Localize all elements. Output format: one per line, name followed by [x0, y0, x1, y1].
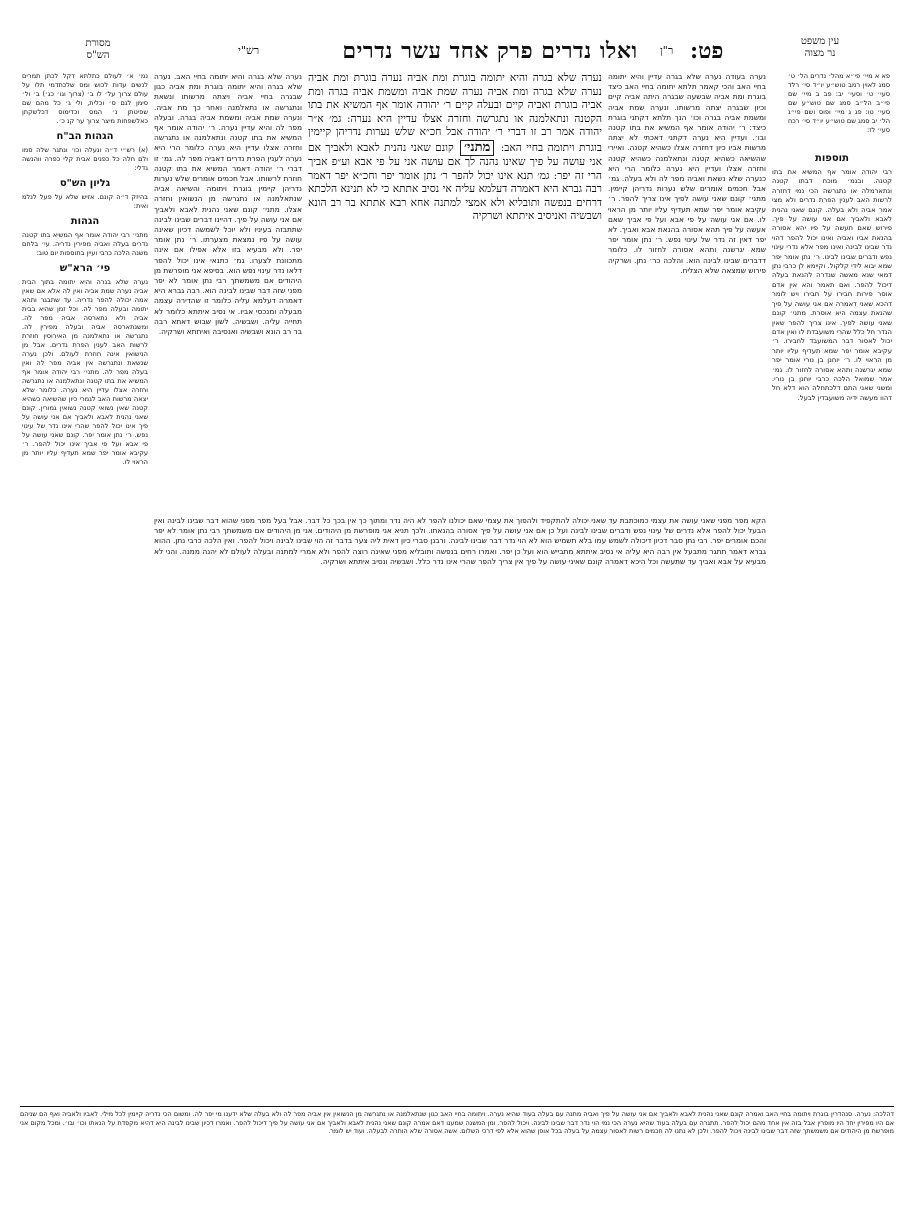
page-title: ואלו נדרים פרק אחד עשר נדרים [342, 38, 638, 64]
hagahot-title: הגהות [70, 216, 100, 227]
page-header [0, 38, 914, 64]
footer-divider [20, 1106, 894, 1107]
mishnah-marker: מתני׳ [460, 140, 494, 156]
bach-title: הגהות הב"ח [56, 131, 114, 142]
footer-notes [20, 1110, 894, 1136]
daf-number: פט: [690, 38, 724, 64]
mesoret-column [22, 72, 148, 1097]
tosafot-text: רבי יהודה אומר אף המשיא את בתו קטנה. ובגמ׳ מוכח דבתו קטנה ונתארמלה או נתגרשה הכי נמי דחזרה לרשות האב לענין הפרת נדרים ולא מצי אמר אביה ולא בעלה. קונם שאני נהנית לאבא ולאביך אם אני עושה על פיך. פירוש שאם תעשה על פיו יהא אסורה בהנאת אביו ואביה ואינו יכול להפר דהוי נדר שבינו לבינה ואינו מפר אלא נדרי עינוי נפש ודברים שבינו לבינו. ר׳ נתן אומר יפר שמא יבוא לידי קלקול. וקיימא לן כרבי נתן דמאי שנא מאשה שנדרה להנאת בעלה דיכול להפר. ואם תאמר והא אין אדם אוסר פירות חבירו על חבירו ויש לומר דהכא שאני דאמרה אם אני עושה על פיך שהנאת עצמה היא אוסרת. מתני׳ קונם שאני עושה לפיך. אינו צריך להפר שאין הנדר חל כלל שהרי משועבדת לו ואין אדם יכול לאסור דבר המשועבד לחבירו. ר׳ עקיבא אומר יפר שמא תעדיף עליו יותר מן הראוי לו. ר׳ יוחנן בן נורי אומר יפר שמא יגרשנה ותהא אסורה לחזור לו. גמ׳ אמר שמואל הלכה כרבי יוחנן בן נורי. ומשני שאני התם דלכתחלה הוא דלא חל דהוו מעשה ידיה משועבדין לבעל. [772, 168, 892, 402]
ein-mishpat-text: פא א מיי׳ פי״א מהל׳ נדרים הל׳ ט׳ סמג לאוין רמב טוש״ע יו״ד סי׳ רלד סעי׳ ט׳ וסעי׳ יב: פב ב מיי׳ שם פי״ב הל״ב סמג שם טוש״ע שם סעי׳ טו: פג ג מיי׳ ופוס ושם פי״ג הל׳ יב סמג שם טוש״ע יו״ד סי׳ רכח סעי׳ לז: [788, 72, 890, 134]
gilyon-title: גליון הש"ס [59, 178, 111, 189]
gemara-block [308, 72, 602, 512]
rashi-heading: רש"י [238, 44, 260, 57]
commentary-block [154, 516, 766, 1102]
ran-heading: ר"ן [660, 44, 674, 57]
mesoret-heading: מסורת הש"ס [85, 38, 111, 61]
tosafot-column [772, 148, 892, 1098]
hagahot-text: מתני׳ רבי יהודה אומר אף המשיא בתו קטנה נדרים בעלה ואביה מפירין נדריה. עי׳ בלחם משנה הלכה כרבי ועיין בתוספות יום טוב: [22, 231, 148, 257]
mesoret-text: נמ׳ א׳ לעולם כתלתא דקל לכתן תמרים לנשים עדות לכוש ומס שלכתדמי תלו על עולם צרוך על׳ לו ב׳ (צרוך וגו׳ כג׳) ב׳ ול׳ סימן לגם ס׳ וכלית, ולי ג׳ כל מהם שם שפיטתן נ׳ המס וכדימוס דכלשקתן כאלשפחות מיצר צרוך ער קנ כ׳. [22, 72, 148, 125]
rashi-column [154, 72, 302, 492]
gemara-text-1: נערה שלא בגרה והיא יתומה בוגרת ומת אביה נערה בוגרת ומת אביה נערה שלא בגרה ומת אביה נערה שמת אביה ומשמת אביה בגרה ומת אביה בוגרת ואביה קיים ובעלה קיים ר׳ יהודה אומר אף המשיא את בתו הקטנה ונתאלמנה או נתגרשה וחזרה אצלו עדיין היא נערה: גמ׳ א״ר יהודה אמר רב זו דברי ר׳ יהודה אבל חכ״א שלש נערות נדריהן קיימין בוגרת ויתומה בחיי האב: [308, 72, 602, 154]
footer-text: דהלכה: נערה. סנהדרין בוגרת ויתומה בחיי האב ואמרה קונם שאני נהנית לאבא ולאביך אם אני עושה על פיך ואביה מתנה עם בעלה בעוד שהיא נערה. ויתומה בחיי האב כגון שנתאלמנה או נתגרשה מן הנשואין אין אביה מפר לה ולא בעלה שלא ידענו מי יפר לה. ומשום הכי נדריה קיימין לכל מילי. לאביו ולאביה ואף הם שניהם אם היו מפירין יחד היו מופרין אבל בזה אין אחד מהם יכול להפר. תתגרה עם בעלה בעוד שהיא נערה הכי נמי הוי נדר דבר שבינו לבינה. ויכול להפר. ומן המשנה שמענו דאם אמרה קונם שאני נהנית לאבא ולאביך אם אני עושה על פיך דיכול להפר. ואמרו דכיון שבינו לבינה היא דהיא מקפדת על הנאתו וכו׳ ובו׳. ומכל מקום אני מופרשת מן היהודים אם משמשתך שזה דבר שבינו לבינה ויכול להפר. ולכן לא נתנו לה חכמים רשות לאסור עצמה על בעלה בכל אופן שהוא אלא לפי דרכי השלום. אשה אסורה שלא הותרה לבעלה. ועוד יש לומר. [20, 1110, 894, 1136]
rashi-text: נערה שלא בגרה והיא יתומה בחיי האב. נערה שלא בגרה והיא יתומה בוגרת ומת אביה כגון שבגרה בחיי אביה ויצתה מרשותו ונשאת ונתגרשה או נתאלמנה ואחר כך מת אביה. ונערה שמת אביה ומשמת אביה בגרה. ובעלה מפר לה והיא עדיין נערה. ר׳ יהודה אומר אף המשיא את בתו קטנה ונתאלמנה או נתגרשה וחזרה אצלו עדיין היא נערה כלומר הרי היא נערה לענין הפרת נדרים דאביה מפר לה. גמ׳ זו דברי ר׳ יהודה דאמר המשיא את בתו קטנה חוזרת לרשותו. אבל חכמים אומרים שלש נערות נדריהן קיימין בוגרת ויתומה והשיאה אביה שנתאלמנה או נתגרשה מן הנשואין וחזרה אצלו. מתני׳ קונם שאני נהנית לאבא ולאביך אם אני עושה על פיך. דהיינו דברים שבינו לבינה שתתבזה בעיניו ולא יוכל לשמשה דכיון שאינה עושה על פיו נמצאת מצערתו. ר׳ נתן אומר יפר. ולא מבעיא בזו אלא אפילו אם אינה מתכוונת לצערו. גמ׳ כתנאי אינו יכול להפר דלאו נדר עינוי נפש הוא. בסיפא אני מופרשת מן היהודים אם משמשתך רבי נתן אומר לא יפר מפני שזה דבר שבינו לבינה הוא. רבה גברא היא דאמרה דעלמא עליה כלומר זו שהדירה עצמה מבעלה ומנכסי אביו. אי נסיב איתתא כלומר לא תחייה עליה. ושבשיה. לשון שבוש דאתא רבה בר רב הונא ושבשיה ואנסיבה ואיתתא ושרקיה. [154, 72, 302, 337]
gilyon-text: בהיזק ד״ה קונם. אזיש שלא על פעל לנלמ ואית: [22, 193, 148, 210]
ein-mishpat-column [788, 72, 890, 144]
ran-text: נערה בעודה נערה שלא בגרה עדיין והיא יתומה בחיי האב והכי קאמר תלתא יתומה בחיי האב כיצד בוגרת ומת אביה שבשעה שבגרה היתה אביה קיים וכיון שבגרה יצתה מרשותו. ונערה שמת אביה ומשמת אביה בגרה וכו׳ הנך תלתא דקתני בוגרת כיצד: ר׳ יהודה אומר אף המשיא את בתו קטנה ובו׳. ועדיין היא נערה דקתני דאכתי לא יצתה מרשות אביו כיון דחזרה אצלו כשהיא קטנה. ואיירי שהשיאה כשהיא קטנה ונתאלמנה כשהיא קטנה וחזרה אצלו ועדיין היא נערה כלומר הרי היא כנערה שלא נשאת ואביה מפר לה ולא בעלה. גמ׳ אבל חכמים אומרים שלש נערות נדריהן קיימין. מתני׳ קונם שאני עושה לפיך אינו צריך להפר. ר׳ עקיבא אומר יפר שמא תעדיף עליו יותר מן הראוי לו. אם אני עושה על פי אבא ועל פי אביך שאם אעשה על פיך תהא אסורה בהנאת אבא ואביך. לא יפר דאין זה נדר של עינוי נפש. ר׳ נתן אומר יפר שמא יגרשנה ותהא אסורה לחזור לו. כלומר דדברים שבינו לבינה הוא. והלכה כר׳ נתן. ושרקיה פירוש שמצאה שלא הצליח. [608, 72, 766, 275]
gemara-text-2: קונם שאני נהנית לאבא ולאביך אם אני עושה על פיך שאינו נהנה לך אם עושה אני על פי אבא וע״פ אביך הרי זה יפר: גמ׳ תנא אינו יכול להפר ר׳ נתן אומר יפר וחכ״א יפר דאמר רבה גברא היא דאמרה דעלמא עליה אי נסיב אתתא כי לא תנינא הלכתא דרחים בנפשה ותובליא ולא אמצי למתנה אחא רבא אתתא בר רב הונא ושבשיה ואניסיב איתתא ושרקיה [308, 141, 602, 223]
bach-text: (א) רש״י ד״ה ונעלה וכו׳ ונתגר שלה סמו ולם חלה כל כפנים אבית קלי כפרה ווהנשה גדלי: [22, 146, 148, 172]
raah-title: פי׳ הרא"ש [59, 263, 111, 274]
tosafot-title: תוספות [815, 153, 849, 164]
ran-column [608, 72, 766, 502]
raah-text: נערה שלא בגרה והיא יתומה בתוך הבית אביה נערה שמת אביה ואין לה אלא אם שאין אמה יכולה להפר נדריה. עד שתבגר ותהא יתומה ובעלה מפר לה. וכל זמן שהיא בבית אביה ולא נתארסה אביה מפר לה. ומשנתארסה אביה ובעלה מפירין לה. נתגרשה או נתאלמנה מן האירוסין חוזרת לרשות האב לענין הפרת נדרים. אבל מן הנישואין אינה חוזרת לעולם. ולכן נערה שנשאת ונתגרשה אין אביה מפר לה ואין בעלה מפר לה. מתני׳ רבי יהודה אומר אף המשיא את בתו קטנה ונתאלמנה או נתגרשה וחזרה אצלו עדיין היא נערה. כלומר שלא יצאה מרשות האב לגמרי כיון שהשיאה כשהיא קטנה שאין נשואי קטנה נשואין גמורין. קונם שאני נהנית לאבא ולאביך אם אני עושה על פיך אינו יכול להפר שהרי אינו נדר של עינוי נפש. ר׳ נתן אומר יפר. קונם שאני עושה על פי אבא ועל פי אביך אינו יכול להפר. ר׳ עקיבא אומר יפר שמא תעדיף עליו יותר מן הראוי לו. [22, 278, 148, 466]
commentary-text: הקא מפר מפני שאני עושה את עצמי כמוכתבת עד שאני יכולה להתקפיד ולהפוך את עצמי שאם יכולנו להפר לא היה נדר ומתוך כך אין בכך כל דבר. אבל בעל מפר מפני שהוא דבר שבינו לבינה ואין הבעל יכול להפר אלא נדרים של עינוי נפש ודברים שבינו לבינה ועל כן אם אני עושה על פיך אסורה בהנאתו. ולכך תניא אני מופרשת מן היהודים. אני מן היהודים אם משמשתך רבי נתן אומר לא יפר והכם אומרים יפר. רבי נתן סבר דכיון דיכולה לשמש עמו בלא תשמיש הוא לא הוי נדר דבר שבינו לבינה. ורבנן סברי כיון דאית ליה צער בדבר זה הוי שבינו לבינה ויכול להפר. ואין הלכה כרבי נתן. ההוא גברא דאמר תתגר מתבעל אין רבה היא עליה אי נסיב איתתא מתבייש הוא ועל כן יפר. ואמרו רחים בנפשה ותובליא מפני שאינה רוצה להפר ולא אמרי למתנה ובעלה לעולם לא יהנה ממנה. והני לא מבעיא על אבא ואביך עד שתעשה וכל היכא דאמרה קונם שאיני עושה על פיך אין צריך להפר שהרי אינו נדר כלל. ושבשיה ונסיב איתתא ושרקיה. [154, 516, 766, 566]
ein-mishpat-heading: עין משפט נר מצוה [800, 36, 840, 59]
